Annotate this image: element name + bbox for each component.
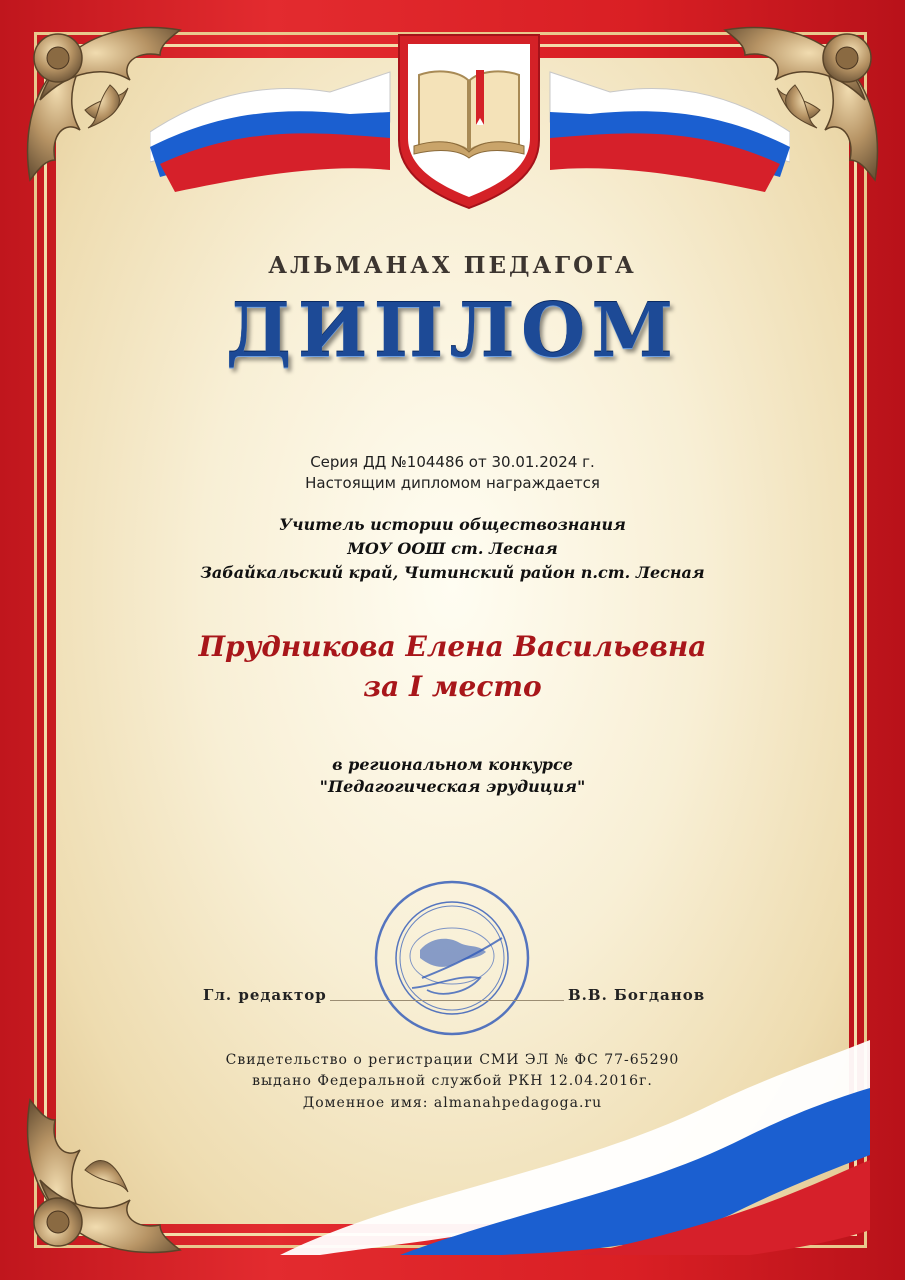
competition-line-1: в региональном конкурсе — [332, 755, 573, 774]
competition-line-2: "Педагогическая эрудиция" — [319, 777, 586, 796]
position-line-2: МОУ ООШ ст. Лесная — [347, 539, 558, 558]
series-number: Серия ДД №104486 от 30.01.2024 г. — [310, 453, 595, 471]
position-line-1: Учитель истории обществознания — [279, 515, 626, 534]
position-line-3: Забайкальский край, Читинский район п.ст. Лесная — [200, 563, 705, 582]
registration-line-1: Свидетельство о регистрации СМИ ЭЛ № ФС 77-65290 — [225, 1052, 680, 1068]
signature-name: В.В. Богданов — [568, 986, 706, 1004]
registration-line-3: Доменное имя: almanahpedagoga.ru — [302, 1095, 603, 1111]
signature-role: Гл. редактор — [203, 986, 327, 1004]
diploma-title: ДИПЛОМ — [225, 288, 680, 374]
recipient-name: Прудникова Елена Васильевна — [198, 630, 707, 663]
signature-line — [330, 1000, 564, 1001]
registration-line-2: выдано Федеральной службой РКН 12.04.2016г. — [252, 1073, 653, 1089]
award-place: за I место — [363, 670, 542, 703]
open-book-icon — [394, 30, 544, 210]
awarded-text: Настоящим дипломом награждается — [305, 474, 600, 492]
publisher-title: АЛЬМАНАХ ПЕДАГОГА — [268, 252, 637, 279]
round-seal-icon — [372, 878, 532, 1038]
